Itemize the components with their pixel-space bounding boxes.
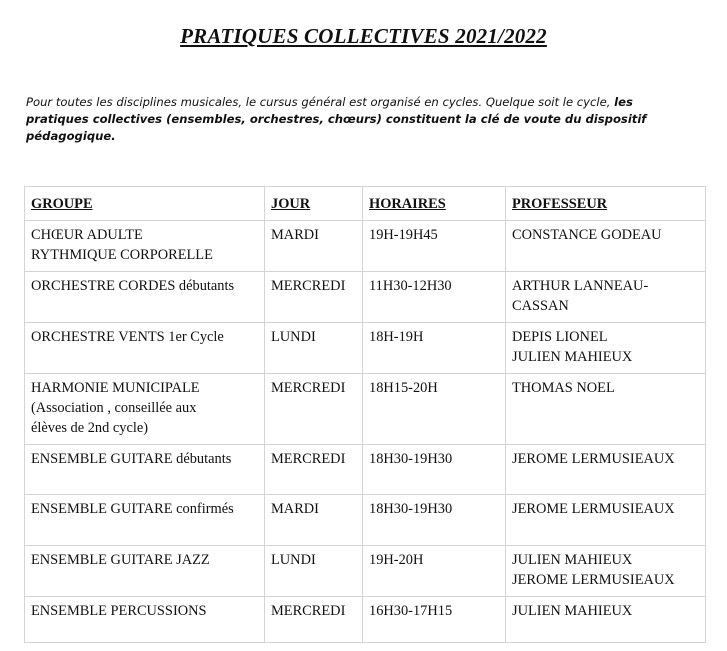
cell-jour: MERCREDI (265, 374, 363, 445)
cell-jour: MARDI (265, 495, 363, 546)
table-header-row (25, 187, 706, 221)
cell-professeur: ARTHUR LANNEAU- CASSAN (506, 272, 706, 323)
cell-professeur: DEPIS LIONEL JULIEN MAHIEUX (506, 323, 706, 374)
cell-groupe: HARMONIE MUNICIPALE (Association , conseillée aux élèves de 2nd cycle) (25, 374, 265, 445)
cell-horaires: 18H15-20H (363, 374, 506, 445)
table-row (25, 546, 706, 597)
table-row (25, 374, 706, 445)
page-title: PRATIQUES COLLECTIVES 2021/2022 (180, 24, 547, 48)
cell-jour: LUNDI (265, 546, 363, 597)
intro-text: Pour toutes les disciplines musicales, le cursus général est organisé en cycles. Quelque soit le cycle, (26, 95, 615, 109)
intro-bold-text: les pratiques collectives (ensembles, orchestres, chœurs) constituent la clé de voute du dispositif pédagogique (26, 95, 647, 143)
intro-paragraph (26, 94, 686, 145)
cell-professeur: JEROME LERMUSIEAUX (506, 495, 706, 546)
intro-end: . (111, 129, 116, 143)
cell-jour: MARDI (265, 221, 363, 272)
cell-horaires: 19H-20H (363, 546, 506, 597)
cell-jour: MERCREDI (265, 445, 363, 495)
table-row (25, 272, 706, 323)
cell-horaires: 16H30-17H15 (363, 597, 506, 643)
cell-horaires: 18H30-19H30 (363, 495, 506, 546)
cell-horaires: 19H-19H45 (363, 221, 506, 272)
cell-professeur: JEROME LERMUSIEAUX (506, 445, 706, 495)
header-groupe: GROUPE (25, 187, 265, 221)
cell-groupe: ENSEMBLE GUITARE JAZZ (25, 546, 265, 597)
cell-professeur: JULIEN MAHIEUX JEROME LERMUSIEAUX (506, 546, 706, 597)
cell-professeur: JULIEN MAHIEUX (506, 597, 706, 643)
cell-groupe: ENSEMBLE GUITARE confirmés (25, 495, 265, 546)
cell-horaires: 18H30-19H30 (363, 445, 506, 495)
cell-groupe: ORCHESTRE CORDES débutants (25, 272, 265, 323)
cell-horaires: 18H-19H (363, 323, 506, 374)
table-row (25, 323, 706, 374)
schedule-table (24, 186, 706, 643)
cell-groupe: ORCHESTRE VENTS 1er Cycle (25, 323, 265, 374)
cell-groupe: ENSEMBLE PERCUSSIONS (25, 597, 265, 643)
cell-professeur: THOMAS NOEL (506, 374, 706, 445)
header-jour: JOUR (265, 187, 363, 221)
cell-professeur: CONSTANCE GODEAU (506, 221, 706, 272)
cell-groupe: ENSEMBLE GUITARE débutants (25, 445, 265, 495)
table-row (25, 221, 706, 272)
cell-jour: LUNDI (265, 323, 363, 374)
table-row (25, 495, 706, 546)
cell-jour: MERCREDI (265, 272, 363, 323)
table-row (25, 597, 706, 643)
cell-horaires: 11H30-12H30 (363, 272, 506, 323)
header-professeur: PROFESSEUR (506, 187, 706, 221)
header-horaires: HORAIRES (363, 187, 506, 221)
cell-groupe: CHŒUR ADULTE RYTHMIQUE CORPORELLE (25, 221, 265, 272)
table-row (25, 445, 706, 495)
cell-jour: MERCREDI (265, 597, 363, 643)
